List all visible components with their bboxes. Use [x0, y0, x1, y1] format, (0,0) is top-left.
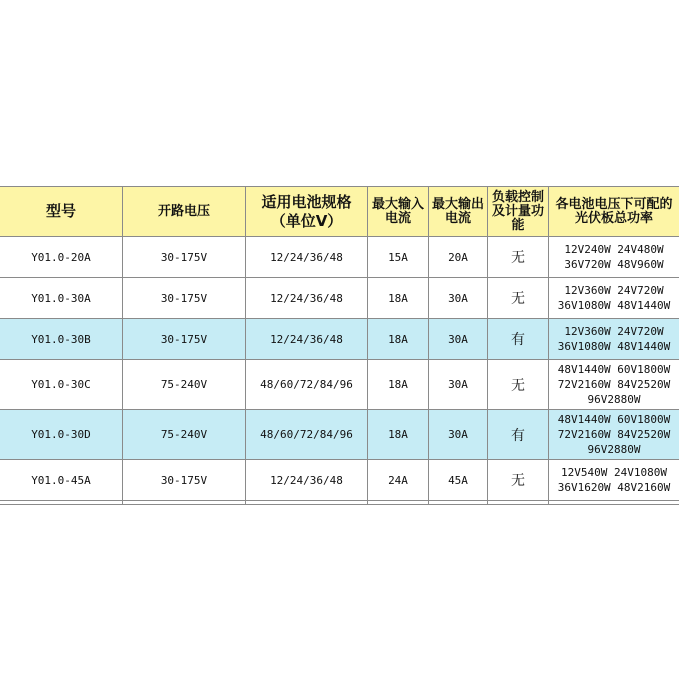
cell-max-output: 30A — [429, 360, 488, 409]
cell-load-control: 有 — [488, 319, 549, 359]
cell-max-input: 18A — [368, 319, 429, 359]
cell-model: Y01.0-30D — [0, 410, 123, 459]
table-row — [0, 237, 679, 278]
cell-open-voltage: 30-175V — [123, 319, 246, 359]
power-line: 72V2160W 84V2520W — [557, 428, 671, 441]
header-open-voltage: 开路电压 — [123, 187, 246, 236]
cell-load-control: 无 — [488, 360, 549, 409]
table-header-row — [0, 187, 679, 237]
cell-model: Y01.0-30B — [0, 319, 123, 359]
cell-load-control: 有 — [488, 410, 549, 459]
cell-max-input: 24A — [368, 460, 429, 500]
cell-open-voltage: 30-175V — [123, 237, 246, 277]
cell-model: Y01.0-45A — [0, 460, 123, 500]
cell-open-voltage: 75-240V — [123, 360, 246, 409]
power-line: 96V2880W — [587, 393, 641, 406]
power-line: 36V1080W 48V1440W — [557, 340, 671, 353]
cell-load-control: 无 — [488, 237, 549, 277]
cell-pv-power — [549, 410, 679, 459]
power-line: 12V360W 24V720W — [564, 325, 664, 338]
header-max-input: 最大输入电流 — [368, 187, 429, 236]
table-row — [0, 410, 679, 460]
header-load-control: 负载控制及计量功能 — [488, 187, 549, 236]
power-line: 96V2880W — [587, 443, 641, 456]
cell-load-control: 无 — [488, 278, 549, 318]
table-row — [0, 460, 679, 501]
power-line: 12V360W 24V720W — [564, 284, 664, 297]
power-line: 48V1440W 60V1800W — [557, 413, 671, 426]
cell-empty — [246, 501, 368, 504]
cell-max-input: 18A — [368, 360, 429, 409]
power-line: 72V2160W 84V2520W — [557, 378, 671, 391]
cell-model: Y01.0-30A — [0, 278, 123, 318]
table-row — [0, 278, 679, 319]
cell-empty — [549, 501, 679, 504]
spec-table — [0, 186, 679, 505]
cell-max-output: 45A — [429, 460, 488, 500]
cell-empty — [0, 501, 123, 504]
cell-max-output: 30A — [429, 278, 488, 318]
cell-open-voltage: 75-240V — [123, 410, 246, 459]
cell-max-input: 18A — [368, 278, 429, 318]
cell-max-output: 30A — [429, 319, 488, 359]
cell-battery: 48/60/72/84/96 — [246, 410, 368, 459]
cell-model: Y01.0-20A — [0, 237, 123, 277]
cell-empty — [123, 501, 246, 504]
table-row — [0, 319, 679, 360]
cell-battery: 48/60/72/84/96 — [246, 360, 368, 409]
power-line: 36V720W 48V960W — [564, 258, 664, 271]
cell-battery: 12/24/36/48 — [246, 278, 368, 318]
cell-model: Y01.0-30C — [0, 360, 123, 409]
power-line: 48V1440W 60V1800W — [557, 363, 671, 376]
header-battery-spec: 适用电池规格（单位V） — [246, 187, 368, 236]
header-pv-power: 各电池电压下可配的光伏板总功率 — [555, 196, 673, 226]
table-row — [0, 360, 679, 410]
cell-max-input: 15A — [368, 237, 429, 277]
power-line: 12V540W 24V1080W — [561, 466, 667, 479]
cell-pv-power — [549, 319, 679, 359]
power-line: 36V1080W 48V1440W — [557, 299, 671, 312]
cell-battery: 12/24/36/48 — [246, 460, 368, 500]
cell-max-output: 20A — [429, 237, 488, 277]
cell-open-voltage: 30-175V — [123, 278, 246, 318]
cell-empty — [429, 501, 488, 504]
cell-pv-power — [549, 460, 679, 500]
power-line: 12V240W 24V480W — [564, 243, 664, 256]
header-model: 型号 — [0, 187, 123, 236]
header-max-output: 最大输出电流 — [429, 187, 488, 236]
cell-battery: 12/24/36/48 — [246, 319, 368, 359]
cell-pv-power — [549, 278, 679, 318]
cell-load-control: 无 — [488, 460, 549, 500]
cell-max-input: 18A — [368, 410, 429, 459]
power-line: 36V1620W 48V2160W — [557, 481, 671, 494]
cell-pv-power — [549, 360, 679, 409]
cell-empty — [488, 501, 549, 504]
table-row-cut — [0, 501, 679, 505]
cell-max-output: 30A — [429, 410, 488, 459]
cell-battery: 12/24/36/48 — [246, 237, 368, 277]
cell-open-voltage: 30-175V — [123, 460, 246, 500]
cell-pv-power — [549, 237, 679, 277]
cell-empty — [368, 501, 429, 504]
